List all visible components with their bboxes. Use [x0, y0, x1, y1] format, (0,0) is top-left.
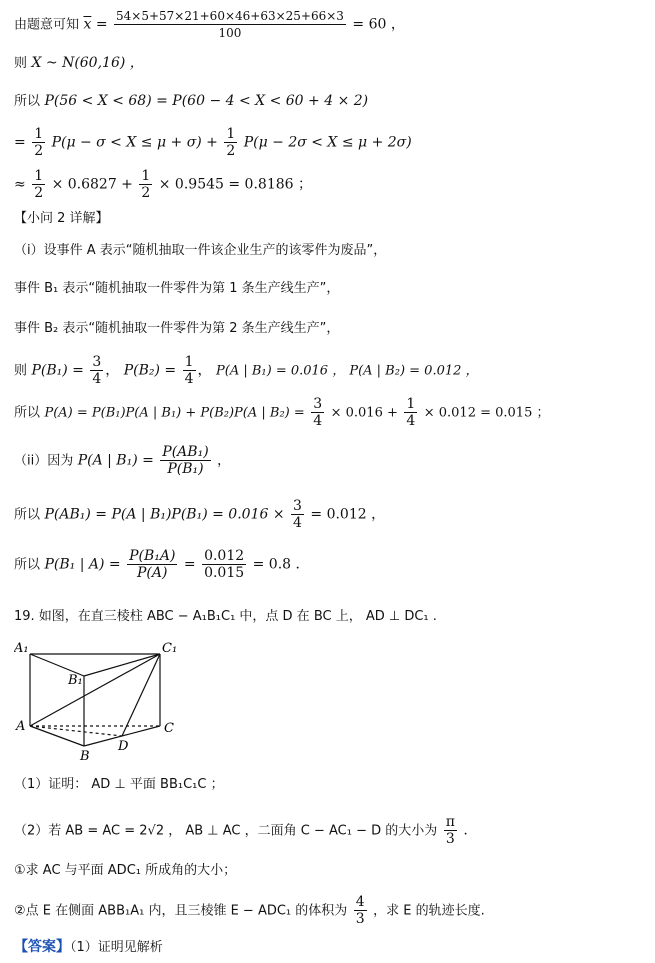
- label-a: A: [16, 719, 26, 734]
- mean-fraction: $\frac{54\times 5+57\times 21+60\times 46+63\times 25+66\times 3}{100}$: [116, 9, 344, 40]
- conditional-line: （ii）因为 P(A | B₁) = $\frac{\text{P(AB₁)}}{\text{P(B₁)}}$ ，: [14, 444, 231, 477]
- question-19-subpart-1: ①求 AC 与平面 ADC₁ 所成角的大小；: [14, 863, 237, 878]
- sigma-rule-line: = $\frac{1}{2}$ P(μ − σ < X ≤ μ + σ) + $\frac{1}{2}$ P(μ − 2σ < X ≤ μ + 2σ): [14, 126, 412, 159]
- sub-question-2-header: 【小问 2 详解】: [14, 211, 109, 226]
- event-a-line: （i）设事件 A 表示“随机抽取一件该企业生产的该零件为废品”，: [14, 243, 387, 258]
- given-probabilities-line: 则 P(B₁) = $\frac{3}{4}$ ， P(B₂) = $\frac{1}{4}$ ， P(A | B₁) = 0.016 ， P(A | B₂) = 0.012 ，: [14, 354, 479, 387]
- answer-tag: 【答案】: [14, 939, 70, 955]
- prism-figure: [14, 638, 194, 766]
- event-b1-line: 事件 B₁ 表示“随机抽取一件零件为第 1 条生产线生产”，: [14, 281, 340, 296]
- event-b2-line: 事件 B₂ 表示“随机抽取一件零件为第 2 条生产线生产”，: [14, 321, 340, 336]
- distribution-line: 则 X ~ N(60,16) ，: [14, 55, 144, 71]
- label-b: B: [80, 749, 90, 762]
- label-c: C: [164, 721, 174, 736]
- approx-line: ≈ $\frac{1}{2}$ × 0.6827 + $\frac{1}{2}$ × 0.9545 = 0.8186 ；: [14, 168, 312, 201]
- answer-line: [14, 938, 163, 957]
- label-a1: A₁: [14, 641, 29, 656]
- question-19-subpart-2: ②点 E 在侧面 ABB₁A₁ 内，且三棱锥 E − ADC₁ 的体积为 $\frac{4}{3}$ ，求 E 的轨迹长度.: [14, 894, 485, 927]
- mean-line: 由题意可知 $\overline{x}$ = $\frac{54\times 5+57\times 21+60\times 46+63\times 25+66\times 3}{100}$ = 60 ，: [14, 9, 405, 40]
- question-19-part-1: （1）证明： AD ⊥ 平面 BB₁C₁C ；: [14, 777, 224, 792]
- x-bar: $\overline{x}$: [83, 16, 92, 33]
- total-probability-line: 所以 P(A) = P(B₁)P(A | B₁) + P(B₂)P(A | B₂) = $\frac{3}{4}$ × 0.016 + $\frac{1}{4}$ × 0.012 = 0.015 ；: [14, 396, 550, 429]
- prism-diagram: [14, 638, 194, 762]
- answer-text: （1）证明见解析: [70, 940, 163, 955]
- posterior-line: 所以 P(B₁ | A) = $\frac{\text{P(B₁A)}}{P(A)}$ = $\frac{0.012}{0.015}$ = 0.8 ．: [14, 548, 310, 581]
- label-b1: B₁: [68, 673, 83, 688]
- question-19-title: 19. 如图，在直三棱柱 ABC − A₁B₁C₁ 中，点 D 在 BC 上， AD ⊥ DC₁ .: [14, 609, 437, 624]
- label-c1: C₁: [162, 641, 178, 656]
- probability-line: 所以 P(56 < X < 68) = P(60 − 4 < X < 60 + 4 × 2): [14, 93, 369, 109]
- joint-probability-line: 所以 P(AB₁) = P(A | B₁)P(B₁) = 0.016 × $\frac{3}{4}$ = 0.012 ，: [14, 498, 386, 531]
- question-19-part-2: （2）若 AB = AC = 2√2 ， AB ⊥ AC ，二面角 C − AC₁ − D 的大小为 $\frac{\pi}{3}$ .: [14, 814, 468, 847]
- label-d: D: [118, 739, 129, 754]
